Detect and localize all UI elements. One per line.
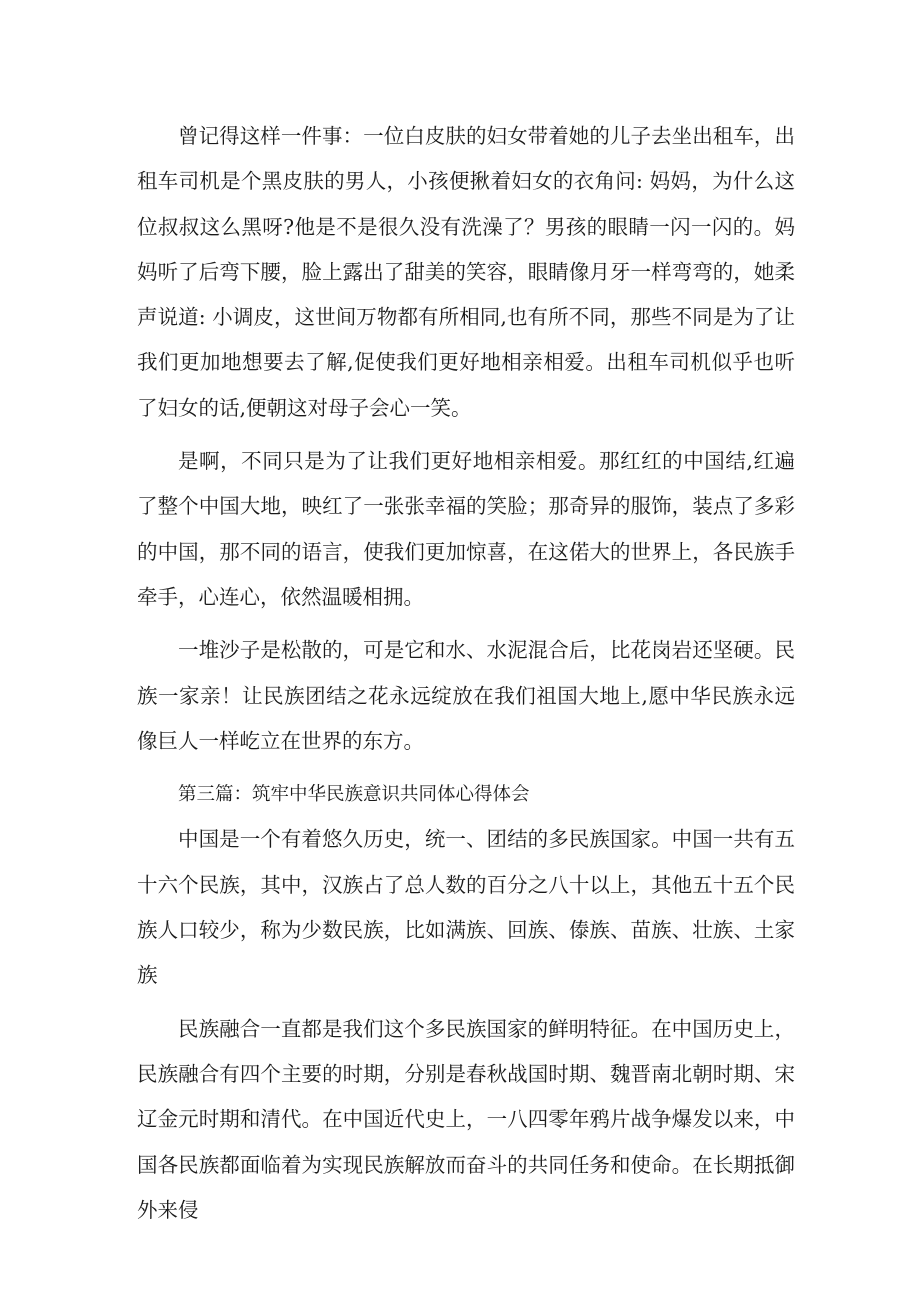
document-body: [137, 114, 795, 1233]
paragraph-ethnic-fusion: 民族融合一直都是我们这个多民族国家的鲜明特征。在中国历史上，民族融合有四个主要的时期，分别是春秋战国时期、魏晋南北朝时期、宋辽金元时期和清代。在中国近代史上，一八四零年鸦片战争爆发以来，中国各民族都面临着为实现民族解放而奋斗的共同任务和使命。在长期抵御外来侵: [137, 1016, 795, 1222]
paragraph-multi-ethnic-nation: 中国是一个有着悠久历史，统一、团结的多民族国家。中国一共有五十六个民族，其中，汉族占了总人数的百分之八十以上，其他五十五个民族人口较少，称为少数民族，比如满族、回族、傣族、苗族、壮族、土家族: [137, 827, 795, 988]
section-heading: 第三篇：筑牢中华民族意识共同体心得体会: [178, 784, 530, 806]
paragraph-chinese-knot: 是啊，不同只是为了让我们更好地相亲相爱。那红红的中国结,红遍了整个中国大地，映红了一张张幸福的笑脸；那奇异的服饰，装点了多彩的中国，那不同的语言，使我们更加惊喜，在这偌大的世界上，各民族手牵手，心连心，依然温暖相拥。: [137, 449, 795, 609]
paragraph-sand-unity: 一堆沙子是松散的，可是它和水、水泥混合后，比花岗岩还坚硬。民族一家亲！让民族团结之花永远绽放在我们祖国大地上,愿中华民族永远像巨人一样屹立在世界的东方。: [137, 638, 795, 753]
paragraph-taxi-story: 曾记得这样一件事：一位白皮肤的妇女带着她的儿子去坐出租车，出租车司机是个黑皮肤的男人，小孩便揪着妇女的衣角问: 妈妈，为什么这位叔叔这么黑呀?他是不是很久没有洗澡了？男孩的眼睛一闪一闪的。妈妈听了后弯下腰，脸上露出了甜美的笑容，眼睛像月牙一样弯弯的，她柔声说道: 小调皮，这世间万物都有所相同,也有所不同，那些不同是为了让我们更加地想要去了解,促使我们更好地相亲相爱。出租车司机似乎也听了妇女的话,便朝这对母子会心一笑。: [137, 124, 795, 420]
